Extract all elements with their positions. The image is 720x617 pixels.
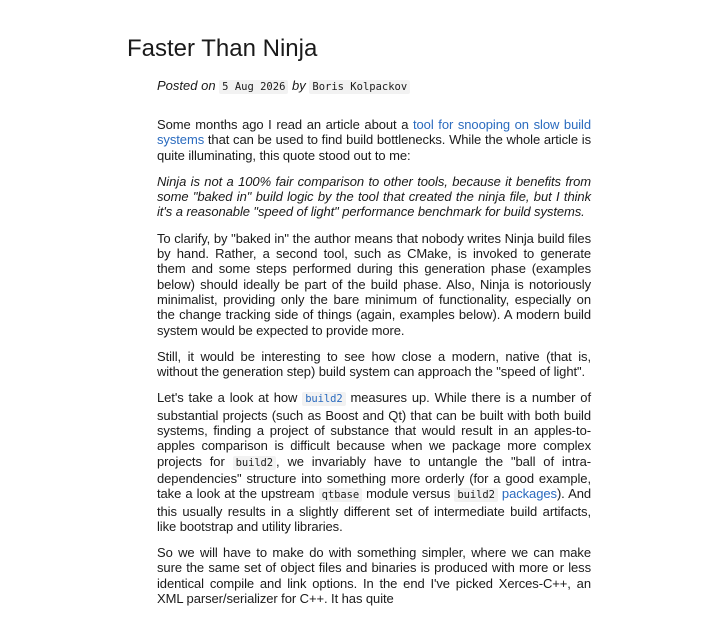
build2-text-e: ). And this usually results in a slightly different set of intermediate build artifacts, like bootstrap and utility libraries. (157, 486, 591, 534)
paragraph-simpler: So we will have to make do with something simpler, where we can make sure the same set of object files and binaries is produced with more or less identical compile and link options. In the end I've picked Xerces-C++, an XML parser/serializer for C++. It has quite (157, 545, 591, 607)
build2-link[interactable] (302, 390, 345, 405)
paragraph-clarify: To clarify, by "baked in" the author means that nobody writes Ninja build files by hand. Rather, a second tool, such as CMake, is invoked to generate them and some steps performed during this generation phase (examples below) should ideally be part of the build phase. Also, Ninja is notoriously minimalist, providing only the bare minimum of functionality, especially on the change tracking side of things (again, examples below). A modern build system would be expected to provide more. (157, 230, 591, 338)
intro-text-a: Some months ago I read an article about a (157, 117, 413, 132)
snooping-tool-link[interactable]: tool for snooping on slow build systems (157, 117, 591, 148)
intro-text-b: that can be used to find build bottlenecks. While the whole article is quite illuminating, this quote stood out to me: (157, 132, 591, 163)
build2-text-b: measures up. While there is a number of substantial projects (such as Boost and Qt) that can be built with both build systems, finding a project of substance that would result in an apples-to-apples comparison is difficult because when we package more complex projects for (157, 390, 591, 469)
build2-text-a: Let's take a look at how (157, 390, 303, 406)
paragraph-build2 (157, 390, 591, 534)
article-body (157, 77, 591, 617)
build2-packages-code: build2 (454, 488, 497, 502)
qtbase-inline-code: qtbase (319, 488, 362, 502)
post-author: Boris Kolpackov (309, 80, 410, 94)
build2-text-d: module versus (362, 486, 455, 502)
build2-inline-code: build2 (233, 456, 276, 470)
paragraph-intro (157, 117, 591, 163)
paragraph-still: Still, it would be interesting to see how close a modern, native (that is, without the generation step) build system can approach the "speed of light". (157, 348, 591, 380)
post-byline (157, 77, 591, 96)
page-title: Faster Than Ninja (127, 35, 318, 62)
build2-packages-link[interactable]: packages (497, 486, 557, 502)
build2-text-c: , we invariably have to untangle the "ball of intra-dependencies" structure into something more orderly (for a good example, take a look at the upstream (157, 453, 592, 502)
quote-paragraph: Ninja is not a 100% fair comparison to other tools, because it benefits from some "baked in" build logic by the tool that created the ninja file, but I think it's a reasonable "speed of light" performance benchmark for build systems. (157, 173, 591, 220)
byline-by: by (292, 78, 306, 93)
post-date: 5 Aug 2026 (219, 80, 288, 94)
build2-link-code: build2 (302, 392, 345, 406)
byline-posted-on: Posted on (157, 78, 216, 93)
